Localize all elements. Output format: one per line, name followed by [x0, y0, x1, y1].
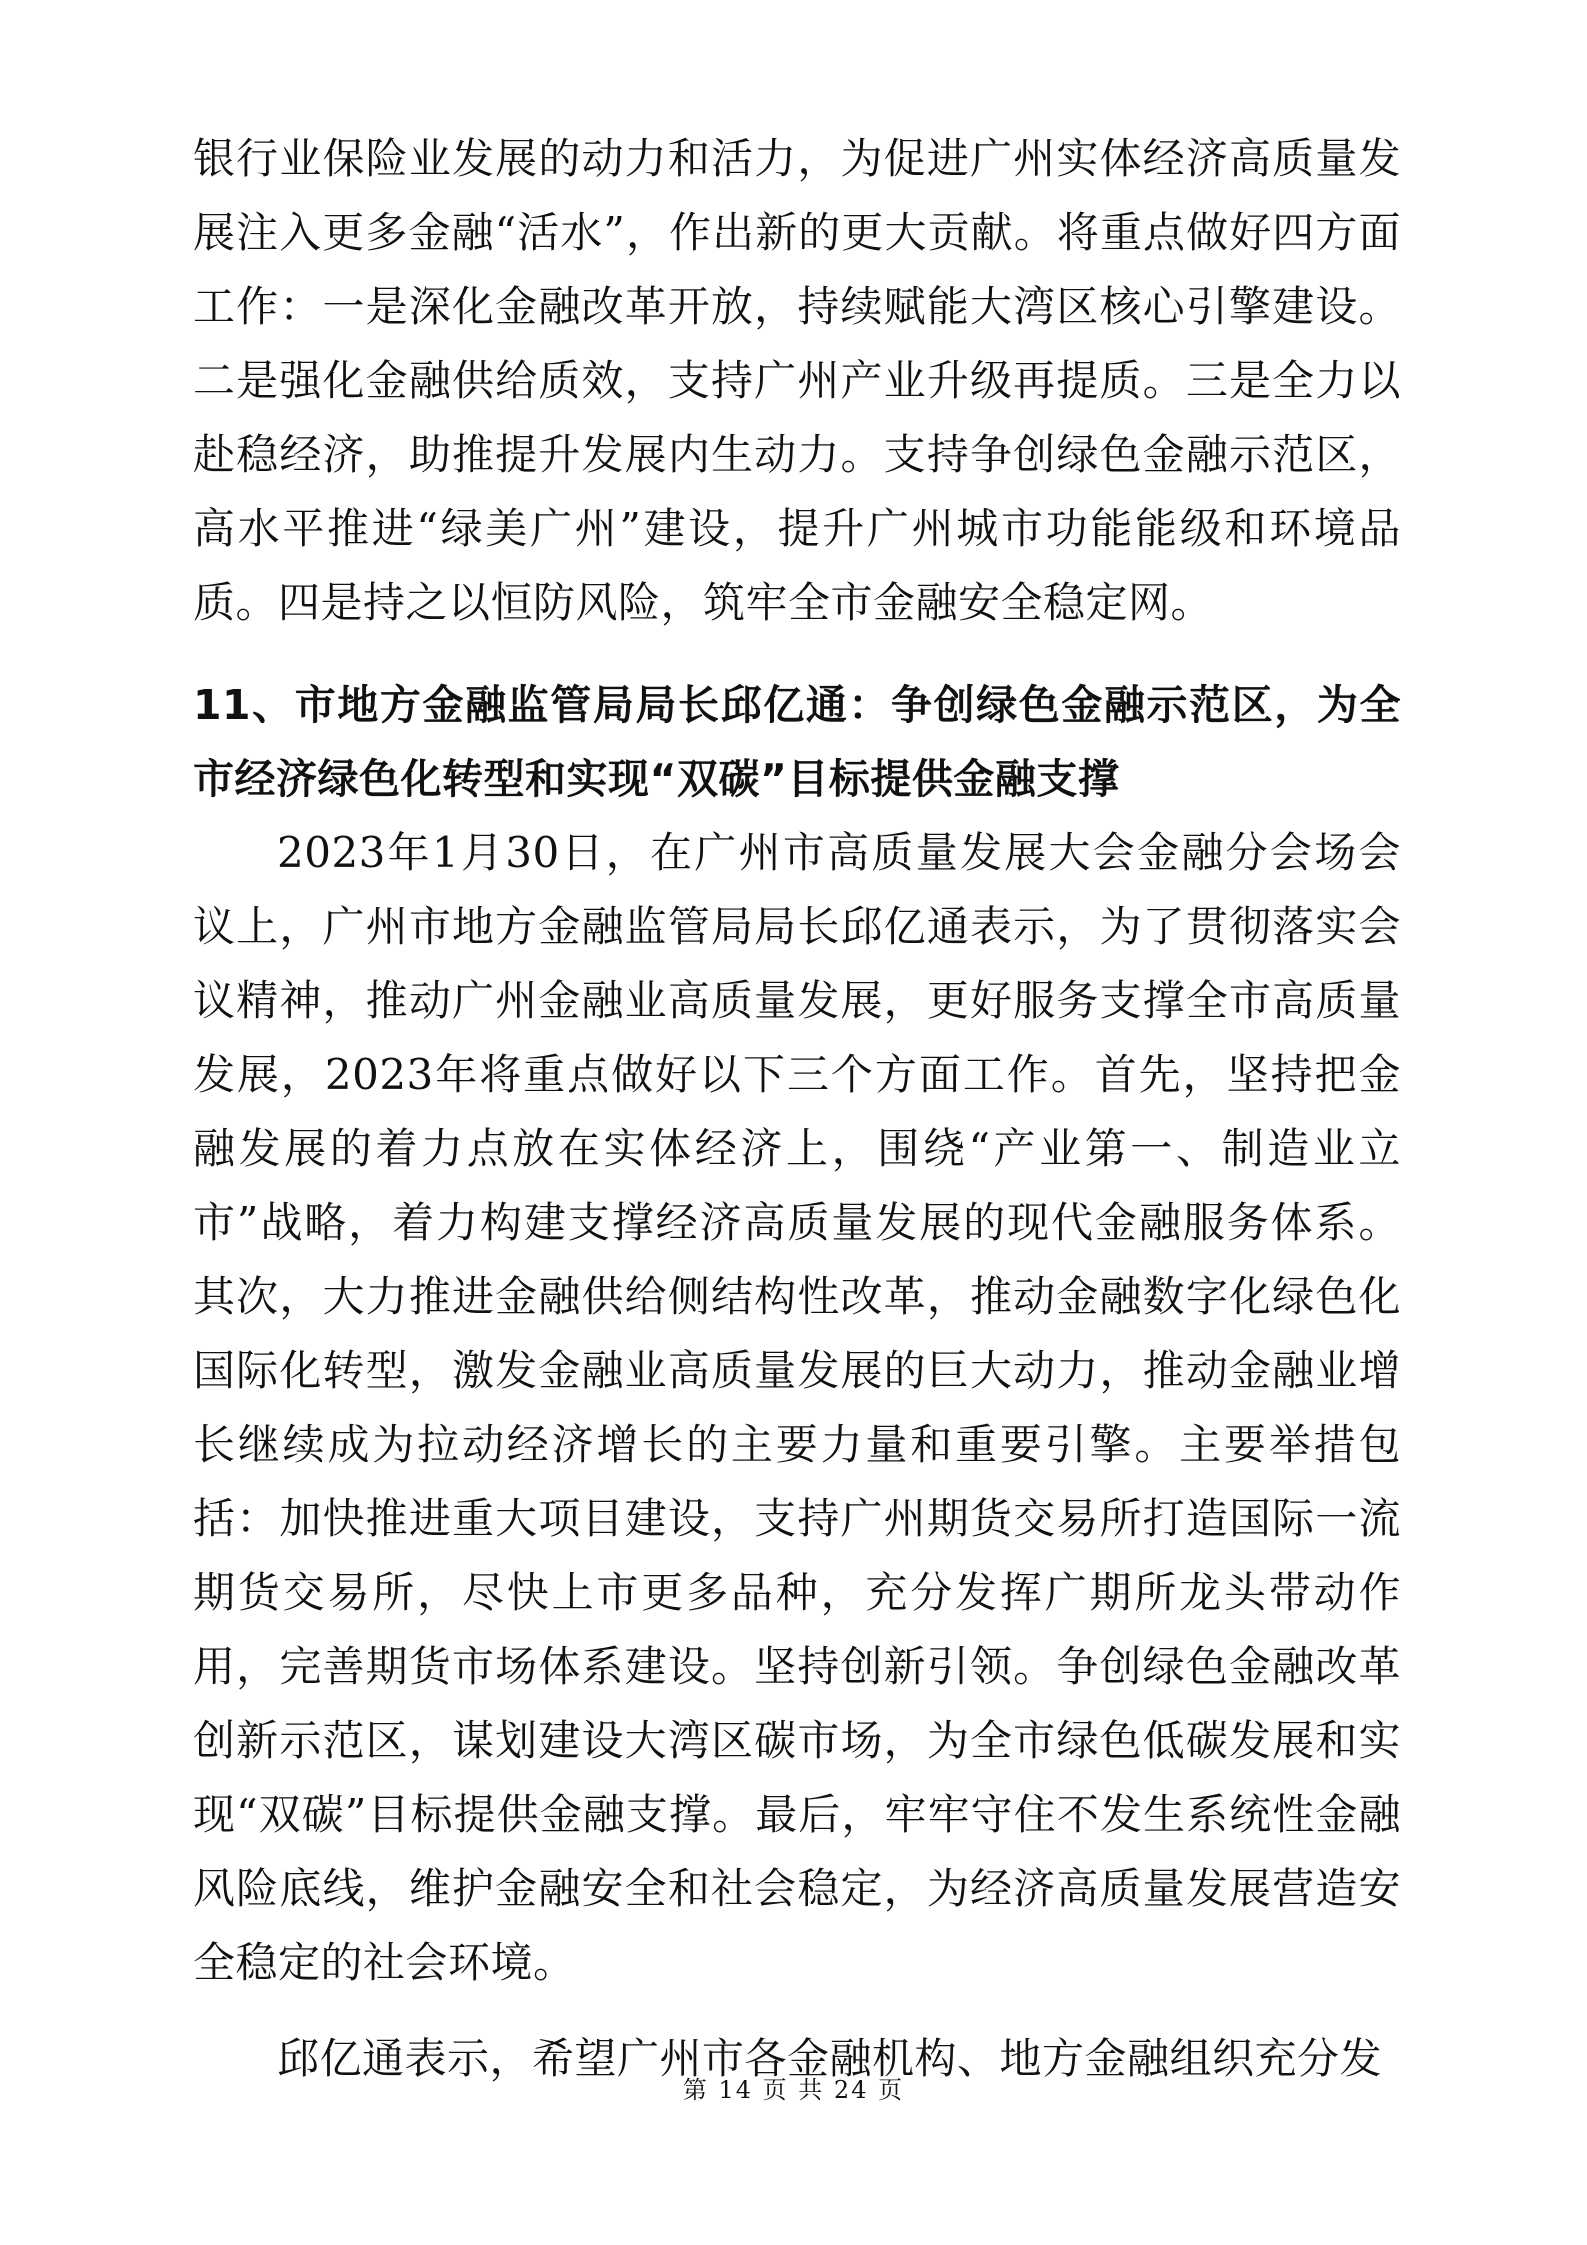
paragraph-finance-bureau-remarks: 2023年1月30日，在广州市高质量发展大会金融分会场会议上，广州市地方金融监管局局长邱亿通表示，为了贯彻落实会议精神，推动广州金融业高质量发展，更好服务支撑全市高质量发展，2023年将重点做好以下三个方面工作。首先，坚持把金融发展的着力点放在实体经济上，围绕“产业第一、制造业立市”战略，着力构建支撑经济高质量发展的现代金融服务体系。其次，大力推进金融供给侧结构性改革，推动金融数字化绿色化国际化转型，激发金融业高质量发展的巨大动力，推动金融业增长继续成为拉动经济增长的主要力量和重要引擎。主要举措包括：加快推进重大项目建设，支持广州期货交易所打造国际一流期货交易所，尽快上市更多品种，充分发挥广期所龙头带动作用，完善期货市场体系建设。坚持创新引领。争创绿色金融改革创新示范区，谋划建设大湾区碳市场，为全市绿色低碳发展和实现“双碳”目标提供金融支撑。最后，牢牢守住不发生系统性金融风险底线，维护金融安全和社会稳定，为经济高质量发展营造安全稳定的社会环境。: [193, 828, 1401, 1987]
page-number-footer: 第 14 页 共 24 页: [682, 2076, 905, 2104]
section-heading-11: 11、市地方金融监管局局长邱亿通：争创绿色金融示范区，为全市经济绿色化转型和实现“双碳”目标提供金融支撑: [193, 681, 1401, 803]
paragraph-banking-insurance: 银行业保险业发展的动力和活力，为促进广州实体经济高质量发展注入更多金融“活水”，作出新的更大贡献。将重点做好四方面工作：一是深化金融改革开放，持续赋能大湾区核心引擎建设。二是强化金融供给质效，支持广州产业升级再提质。三是全力以赴稳经济，助推提升发展内生动力。支持争创绿色金融示范区，高水平推进“绿美广州”建设，提升广州城市功能能级和环境品质。四是持之以恒防风险，筑牢全市金融安全稳定网。: [193, 134, 1401, 627]
paragraph-closing-remarks: 邱亿通表示，希望广州市各金融机构、地方金融组织充分发: [277, 2034, 1383, 2083]
document-body: [193, 122, 1401, 2096]
